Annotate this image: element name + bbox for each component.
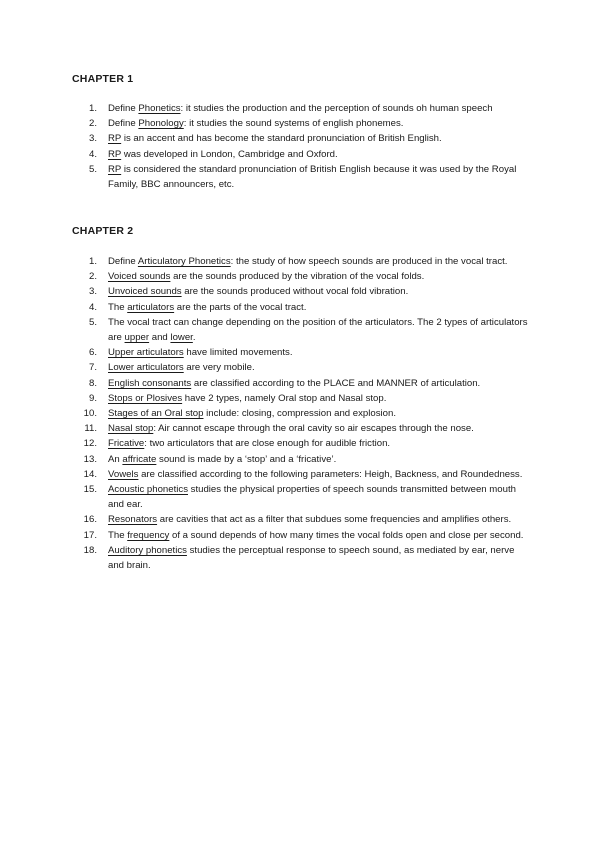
- term: Stops or Plosives: [108, 392, 183, 404]
- list-item: [72, 147, 528, 162]
- list-item-number: 10.: [83, 408, 97, 420]
- list-item-text: are classified according to the following parameters: Heigh, Backness, and Roundedness.: [138, 468, 523, 480]
- list-item-text: : Air cannot escape through the oral cavity so air escapes through the nose.: [153, 423, 474, 435]
- list-item-text: was developed in London, Cambridge and Oxford.: [121, 148, 338, 160]
- list-item-number: 8.: [88, 377, 97, 389]
- list-item: [72, 162, 528, 192]
- list-item: [72, 131, 528, 146]
- list-item-number: 11.: [84, 423, 97, 435]
- list-item-number: 9.: [88, 392, 97, 404]
- term: RP: [108, 148, 122, 160]
- list-item-text: are the sounds produced by the vibration of the vocal folds.: [170, 271, 425, 283]
- term: articulators: [127, 301, 175, 313]
- list-item-text: .: [192, 332, 196, 344]
- term: Acoustic phonetics: [108, 484, 188, 496]
- list-item-number: 2.: [88, 271, 97, 283]
- list-item: [72, 300, 528, 315]
- list-item-text: are cavities that act as a filter that subdues some frequencies and amplifies others.: [157, 514, 512, 526]
- list-item: [72, 512, 528, 527]
- term: affricate: [122, 453, 157, 465]
- list-item-number: 7.: [88, 362, 97, 374]
- list-item-text: : it studies the sound systems of english phonemes.: [183, 118, 404, 130]
- list-item: [72, 376, 528, 391]
- term: Vowels: [108, 468, 139, 480]
- list-item: [72, 467, 528, 482]
- list-item-text: Define: [108, 256, 138, 267]
- list-item-number: 4.: [88, 301, 97, 313]
- term: Phonetics: [138, 103, 181, 114]
- list-item-text: The: [108, 529, 128, 541]
- list-item-text: are classified according to the PLACE and MANNER of articulation.: [191, 377, 481, 389]
- list-item: [72, 116, 528, 131]
- list-item-number: 12.: [83, 438, 97, 450]
- list-item-text: have 2 types, namely Oral stop and Nasal stop.: [182, 392, 387, 404]
- list-item-text: Define: [108, 118, 139, 130]
- term: RP: [108, 163, 122, 175]
- list-item-number: 5.: [88, 316, 97, 328]
- list-item: [72, 452, 528, 467]
- term: Stages of an Oral stop: [108, 408, 204, 420]
- list-item: [72, 482, 528, 512]
- list-item-number: 15.: [83, 484, 97, 496]
- list-item-text: : two articulators that are close enough for audible friction.: [144, 438, 391, 450]
- list-item: [72, 254, 528, 269]
- term: Upper articulators: [108, 347, 184, 359]
- list-item-text: An: [108, 453, 123, 465]
- list-item-text: have limited movements.: [183, 347, 293, 359]
- list-item: [72, 269, 528, 284]
- list-item: [72, 101, 528, 116]
- list-item-number: 2.: [88, 118, 97, 130]
- term: Articulatory Phonetics: [137, 256, 231, 267]
- list-item: [72, 315, 528, 345]
- list-item-text: Define: [108, 103, 139, 114]
- list-item-number: 13.: [83, 453, 97, 465]
- list-item-number: 14.: [83, 468, 97, 480]
- list-item-number: 3.: [88, 133, 97, 145]
- chapter-2-heading: CHAPTER 2: [72, 225, 134, 237]
- list-item-text: sound is made by a ‘stop’ and a ‘fricative’.: [156, 453, 337, 465]
- list-item-number: 1.: [88, 103, 97, 114]
- list-item-text: is considered the standard pronunciation of British English because it was used by the Royal Family, BBC announcers, etc.: [108, 163, 517, 191]
- list-item: [72, 345, 528, 360]
- chapter-2-list: [72, 254, 528, 573]
- list-item-text: studies the physical properties of speech sounds transmitted between mouth and ear.: [108, 484, 516, 511]
- list-item: [72, 436, 528, 451]
- list-item-number: 17.: [83, 529, 97, 541]
- list-item: [72, 421, 528, 436]
- term: Resonators: [108, 514, 158, 526]
- term: Fricative: [108, 438, 145, 450]
- list-item-text: are the sounds produced without vocal fold vibration.: [181, 286, 409, 298]
- list-item-text: of a sound depends of how many times the vocal folds open and close per second.: [169, 529, 524, 541]
- list-item-text: and: [149, 332, 171, 344]
- list-item: [72, 391, 528, 406]
- chapter-1-list: [72, 101, 528, 192]
- chapter-1-heading: CHAPTER 1: [72, 73, 134, 85]
- list-item-text: studies the perceptual response to speech sound, as mediated by ear, nerve and brain.: [108, 544, 515, 572]
- list-item-text: are very mobile.: [183, 362, 255, 374]
- list-item-number: 3.: [88, 286, 97, 298]
- term: lower: [170, 332, 193, 344]
- list-item-text: is an accent and has become the standard pronunciation of British English.: [121, 133, 442, 145]
- term: English consonants: [108, 377, 192, 389]
- term: frequency: [127, 529, 170, 541]
- list-item: [72, 543, 528, 573]
- term: Unvoiced sounds: [108, 286, 182, 298]
- term: upper: [124, 332, 150, 344]
- list-item-text: are the parts of the vocal tract.: [174, 301, 307, 313]
- list-item-number: 16.: [83, 514, 97, 526]
- term: Phonology: [138, 118, 184, 130]
- term: Lower articulators: [108, 362, 184, 374]
- list-item: [72, 284, 528, 299]
- list-item-number: 6.: [88, 347, 97, 359]
- term: Voiced sounds: [108, 271, 171, 283]
- list-item: [72, 528, 528, 543]
- term: Nasal stop: [108, 423, 154, 435]
- list-item-text: : the study of how speech sounds are produced in the vocal tract.: [230, 256, 508, 267]
- list-item-text: : it studies the production and the perception of sounds oh human speech: [180, 103, 493, 114]
- list-item: [72, 360, 528, 375]
- list-item-number: 18.: [83, 544, 97, 556]
- list-item-number: 5.: [88, 163, 97, 175]
- term: RP: [108, 133, 122, 145]
- list-item-text: include: closing, compression and explosion.: [203, 408, 396, 420]
- term: Auditory phonetics: [108, 544, 187, 556]
- list-item: [72, 406, 528, 421]
- list-item-text: The vocal tract can change depending on the position of the articulators. The 2 types of articulators are: [108, 316, 528, 344]
- list-item-text: The: [108, 301, 128, 313]
- list-item-number: 1.: [88, 256, 97, 267]
- list-item-number: 4.: [88, 148, 97, 160]
